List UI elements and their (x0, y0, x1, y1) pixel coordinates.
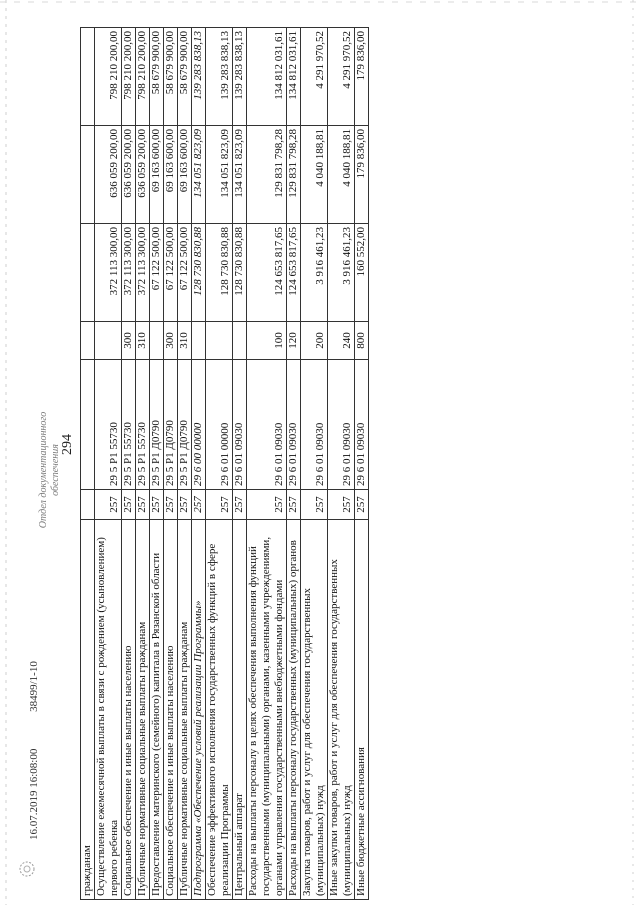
expense-type-code: 310 (178, 322, 192, 360)
sum-year-3: 798 210 200,00 (122, 28, 136, 126)
row-name: Публичные нормативные социальные выплаты гражданам (178, 520, 192, 900)
table-row (95, 28, 122, 900)
page-number: 294 (60, 434, 75, 455)
table-row (287, 28, 301, 900)
sum-year-3: 58 679 900,00 (150, 28, 164, 126)
row-name: Иные бюджетные ассигнования (355, 520, 369, 900)
footer-doc-id: 38499/1-10 (28, 661, 40, 712)
table-row (355, 28, 369, 900)
stamp-line-1: Отдел документационного (38, 411, 49, 529)
sum-year-3: 139 283 838,13 (206, 28, 233, 126)
table-row (164, 28, 178, 900)
sum-year-1: 128 730 830,88 (206, 224, 233, 322)
ministry-code: 257 (247, 490, 287, 520)
expense-type-code (95, 322, 122, 360)
table-row (328, 28, 355, 900)
ministry-code: 257 (178, 490, 192, 520)
expense-type-code (206, 322, 233, 360)
sum-year-2: 134 051 823,09 (233, 126, 247, 224)
sum-year-3: 4 291 970,52 (328, 28, 355, 126)
ministry-code: 257 (355, 490, 369, 520)
sum-year-1: 3 916 461,23 (301, 224, 328, 322)
row-name: Центральный аппарат (233, 520, 247, 900)
sum-year-2: 69 163 600,00 (178, 126, 192, 224)
ministry-code: 257 (328, 490, 355, 520)
target-article-code: 29 6 01 09030 (301, 360, 328, 490)
stamp-seal-icon (18, 858, 36, 880)
stamp-line-2: обеспечения (50, 444, 61, 496)
ministry-code: 257 (287, 490, 301, 520)
sum-year-2: 134 051 823,09 (206, 126, 233, 224)
expense-type-code (81, 322, 95, 360)
sum-year-2: 636 059 200,00 (122, 126, 136, 224)
sum-year-1: 128 730 830,88 (192, 224, 206, 322)
expense-type-code: 310 (136, 322, 150, 360)
sum-year-1: 67 122 500,00 (178, 224, 192, 322)
sum-year-1: 3 916 461,23 (328, 224, 355, 322)
target-article-code: 29 5 P1 55730 (95, 360, 122, 490)
target-article-code: 29 5 P1 55730 (122, 360, 136, 490)
target-article-code: 29 6 00 00000 (192, 360, 206, 490)
target-article-code: 29 6 01 09030 (247, 360, 287, 490)
expense-type-code: 200 (301, 322, 328, 360)
sum-year-1: 124 653 817,65 (287, 224, 301, 322)
sum-year-1: 372 113 300,00 (136, 224, 150, 322)
expense-type-code: 300 (164, 322, 178, 360)
sum-year-3: 139 283 838,13 (192, 28, 206, 126)
ministry-code: 257 (150, 490, 164, 520)
table-row (301, 28, 328, 900)
row-name: Осуществление ежемесячной выплаты в связи с рождением (усыновлением) первого ребенка (95, 520, 122, 900)
sum-year-1: 124 653 817,65 (247, 224, 287, 322)
expense-type-code: 100 (247, 322, 287, 360)
expense-type-code: 240 (328, 322, 355, 360)
sum-year-1: 372 113 300,00 (122, 224, 136, 322)
ministry-code: 257 (301, 490, 328, 520)
sum-year-2: 179 836,00 (355, 126, 369, 224)
sum-year-2: 636 059 200,00 (95, 126, 122, 224)
table-row (122, 28, 136, 900)
sum-year-3: 798 210 200,00 (136, 28, 150, 126)
row-name: Публичные нормативные социальные выплаты гражданам (136, 520, 150, 900)
sum-year-1 (81, 224, 95, 322)
expense-type-code (233, 322, 247, 360)
ministry-code: 257 (192, 490, 206, 520)
target-article-code: 29 5 P1 Д0790 (164, 360, 178, 490)
sum-year-1: 128 730 830,88 (233, 224, 247, 322)
target-article-code: 29 6 01 00000 (206, 360, 233, 490)
footer (28, 627, 40, 840)
target-article-code: 29 5 P1 55730 (136, 360, 150, 490)
budget-table-body (81, 28, 369, 900)
sum-year-3: 134 812 031,61 (287, 28, 301, 126)
sum-year-3: 179 836,00 (355, 28, 369, 126)
row-name: Закупка товаров, работ и услуг для обеспечения государственных (муниципальных) нужд (301, 520, 328, 900)
row-name: Социальное обеспечение и иные выплаты населению (164, 520, 178, 900)
sum-year-2: 4 040 188,81 (328, 126, 355, 224)
target-article-code: 29 5 P1 Д0790 (150, 360, 164, 490)
sum-year-3: 58 679 900,00 (164, 28, 178, 126)
budget-table (80, 27, 369, 900)
table-row (247, 28, 287, 900)
sum-year-3: 58 679 900,00 (178, 28, 192, 126)
department-stamp (38, 410, 62, 530)
sum-year-1: 67 122 500,00 (150, 224, 164, 322)
target-article-code: 29 6 01 09030 (287, 360, 301, 490)
table-row (178, 28, 192, 900)
ministry-code (81, 490, 95, 520)
sum-year-3: 798 210 200,00 (95, 28, 122, 126)
sum-year-1: 67 122 500,00 (164, 224, 178, 322)
row-name: гражданам (81, 520, 95, 900)
table-row (192, 28, 206, 900)
expense-type-code: 800 (355, 322, 369, 360)
table-row (233, 28, 247, 900)
expense-type-code (192, 322, 206, 360)
footer-timestamp: 16.07.2019 16:08:00 (28, 748, 40, 840)
sum-year-2: 4 040 188,81 (301, 126, 328, 224)
sum-year-3: 139 283 838,13 (233, 28, 247, 126)
ministry-code: 257 (136, 490, 150, 520)
target-article-code: 29 6 01 09030 (233, 360, 247, 490)
row-name: Подпрограмма «Обеспечение условий реализации Программы» (192, 520, 206, 900)
target-article-code: 29 6 01 09030 (328, 360, 355, 490)
expense-type-code: 120 (287, 322, 301, 360)
row-name: Расходы на выплаты персоналу государственных (муниципальных) органов (287, 520, 301, 900)
sum-year-2: 134 051 823,09 (192, 126, 206, 224)
table-row (81, 28, 95, 900)
target-article-code: 29 5 P1 Д0790 (178, 360, 192, 490)
table-row (206, 28, 233, 900)
ministry-code: 257 (95, 490, 122, 520)
table-row (136, 28, 150, 900)
ministry-code: 257 (164, 490, 178, 520)
sum-year-2: 636 059 200,00 (136, 126, 150, 224)
sum-year-2: 129 831 798,28 (287, 126, 301, 224)
sum-year-2: 69 163 600,00 (150, 126, 164, 224)
ministry-code: 257 (122, 490, 136, 520)
row-name: Обеспечение эффективного исполнения государственных функций в сфере реализации Программы (206, 520, 233, 900)
expense-type-code: 300 (122, 322, 136, 360)
ministry-code: 257 (233, 490, 247, 520)
ministry-code: 257 (206, 490, 233, 520)
sum-year-2: 129 831 798,28 (247, 126, 287, 224)
sum-year-3: 134 812 031,61 (247, 28, 287, 126)
row-name: Предоставление материнского (семейного) капитала в Рязанской области (150, 520, 164, 900)
sum-year-2 (81, 126, 95, 224)
target-article-code: 29 6 01 09030 (355, 360, 369, 490)
rotated-content (80, 28, 369, 900)
sum-year-2: 69 163 600,00 (164, 126, 178, 224)
row-name: Социальное обеспечение и иные выплаты населению (122, 520, 136, 900)
sum-year-3 (81, 28, 95, 126)
expense-type-code (150, 322, 164, 360)
table-row (150, 28, 164, 900)
row-name: Расходы на выплаты персоналу в целях обеспечения выполнения функций государственными (муниципальными) органами, казенными учреждениями, органами управления государственными внебюджетными фондами (247, 520, 287, 900)
sum-year-1: 372 113 300,00 (95, 224, 122, 322)
sum-year-3: 4 291 970,52 (301, 28, 328, 126)
sum-year-1: 160 552,00 (355, 224, 369, 322)
target-article-code (81, 360, 95, 490)
row-name: Иные закупки товаров, работ и услуг для обеспечения государственных (муниципальных) нужд (328, 520, 355, 900)
